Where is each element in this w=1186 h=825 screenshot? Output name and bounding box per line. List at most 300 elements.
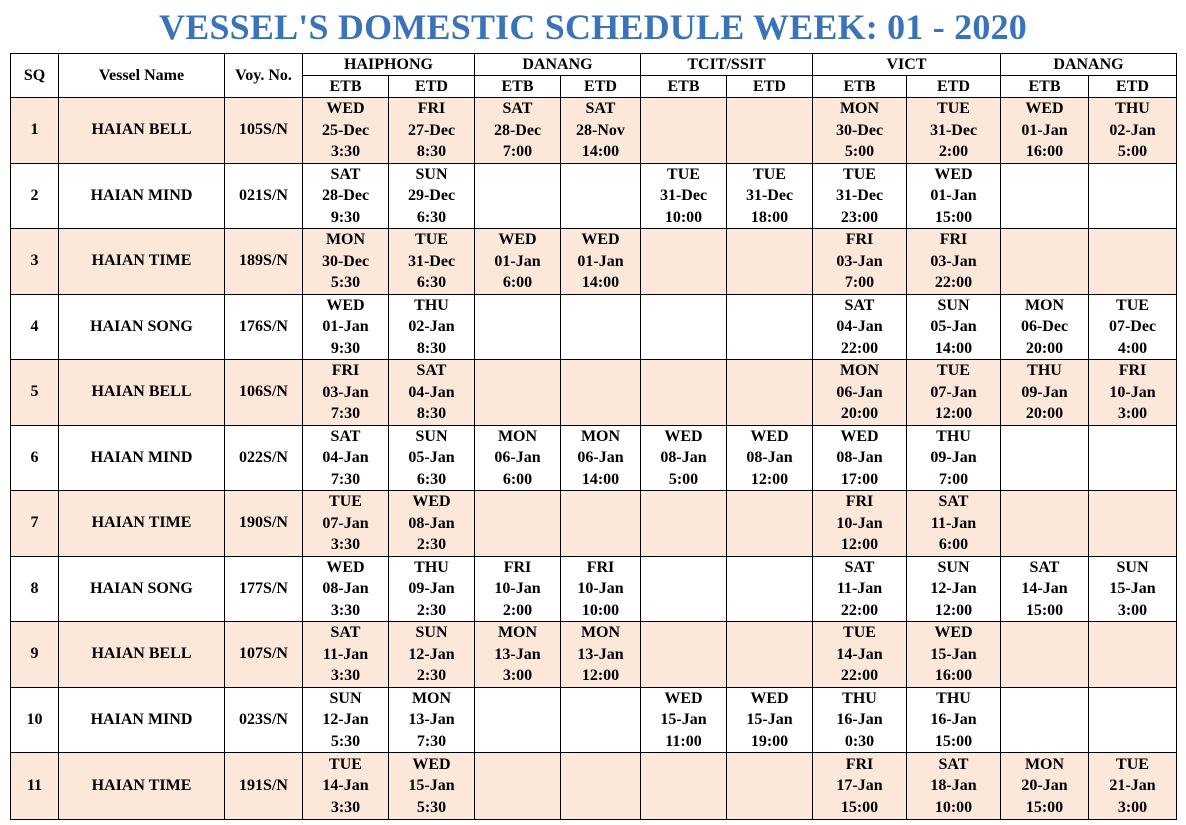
schedule-cell-date: 31-Dec xyxy=(929,121,978,139)
schedule-cell xyxy=(907,687,1001,753)
schedule-cell xyxy=(475,622,561,688)
schedule-cell-time: 6:00 xyxy=(502,274,533,291)
schedule-cell xyxy=(1001,687,1089,753)
schedule-cell xyxy=(389,556,475,622)
schedule-cell xyxy=(303,491,389,557)
schedule-cell-date: 15-Jan xyxy=(930,645,977,663)
schedule-cell xyxy=(389,98,475,164)
schedule-cell xyxy=(1001,163,1089,229)
schedule-cell-date: 05-Jan xyxy=(930,318,977,335)
schedule-cell-time: 3:30 xyxy=(330,143,361,160)
schedule-cell-day: WED xyxy=(664,427,703,445)
schedule-cell-date: 09-Jan xyxy=(408,580,455,597)
row-sq: 9 xyxy=(11,622,59,688)
schedule-cell-date: 15-Jan xyxy=(1109,580,1156,597)
table-row xyxy=(11,753,1177,820)
table-row xyxy=(11,360,1177,426)
schedule-cell-time: 12:00 xyxy=(934,405,973,422)
schedule-cell xyxy=(813,687,907,753)
schedule-cell-time: 3:00 xyxy=(502,667,533,684)
row-vessel-name: HAIAN MIND xyxy=(59,163,225,229)
schedule-cell-day: MON xyxy=(839,362,880,379)
schedule-cell xyxy=(303,622,389,688)
schedule-cell-time: 3:00 xyxy=(1117,798,1148,816)
schedule-cell-day: SAT xyxy=(938,493,969,510)
schedule-cell xyxy=(727,98,813,164)
schedule-cell xyxy=(641,98,727,164)
schedule-cell-date: 13-Jan xyxy=(408,711,455,728)
schedule-cell xyxy=(303,556,389,622)
table-row xyxy=(11,687,1177,753)
row-vessel-name: HAIAN MIND xyxy=(59,687,225,753)
schedule-cell-date: 21-Jan xyxy=(1109,777,1156,795)
row-sq: 10 xyxy=(11,687,59,753)
row-sq: 7 xyxy=(11,491,59,557)
schedule-cell-day: SUN xyxy=(415,624,448,641)
row-voy-no: 105S/N xyxy=(225,98,303,164)
schedule-cell-date: 18-Jan xyxy=(930,777,977,795)
schedule-cell xyxy=(813,425,907,491)
table-row xyxy=(11,556,1177,622)
schedule-cell xyxy=(475,98,561,164)
schedule-cell-day: SAT xyxy=(330,624,361,641)
schedule-cell-date: 12-Jan xyxy=(322,711,369,728)
schedule-cell-date: 14-Jan xyxy=(322,777,369,795)
schedule-cell-time: 5:30 xyxy=(416,798,447,816)
schedule-cell xyxy=(1089,360,1177,426)
header-etd: ETD xyxy=(389,76,475,98)
schedule-cell-date: 04-Jan xyxy=(836,318,883,335)
schedule-cell-date: 07-Jan xyxy=(322,514,369,532)
schedule-cell-day: FRI xyxy=(845,755,874,773)
schedule-cell-date: 08-Jan xyxy=(660,449,707,466)
schedule-cell-day: THU xyxy=(414,296,449,314)
schedule-cell-date: 11-Jan xyxy=(930,514,977,532)
schedule-cell-time: 15:00 xyxy=(1025,601,1064,619)
schedule-cell-time: 3:30 xyxy=(330,536,361,553)
schedule-cell xyxy=(641,294,727,360)
schedule-cell-date: 15-Jan xyxy=(660,711,707,728)
table-row xyxy=(11,163,1177,229)
schedule-cell xyxy=(561,360,641,426)
schedule-cell-day: THU xyxy=(842,689,877,707)
table-row xyxy=(11,98,1177,164)
row-vessel-name: HAIAN BELL xyxy=(59,98,225,164)
schedule-cell-day: TUE xyxy=(843,624,876,641)
schedule-cell xyxy=(389,622,475,688)
schedule-cell xyxy=(1089,163,1177,229)
schedule-cell-day: SUN xyxy=(937,296,970,314)
schedule-cell-date: 29-Dec xyxy=(407,187,456,204)
schedule-cell-time: 5:00 xyxy=(844,143,875,160)
header-etb: ETB xyxy=(1001,76,1089,98)
schedule-cell-date: 11-Jan xyxy=(322,645,369,663)
schedule-cell-time: 15:00 xyxy=(840,798,879,816)
schedule-cell-day: FRI xyxy=(939,231,968,248)
schedule-cell-time: 17:00 xyxy=(840,470,879,488)
row-voy-no: 177S/N xyxy=(225,556,303,622)
schedule-cell xyxy=(561,491,641,557)
schedule-cell-day: TUE xyxy=(329,493,362,510)
row-voy-no: 189S/N xyxy=(225,229,303,295)
schedule-cell-day: THU xyxy=(414,558,449,576)
schedule-cell-day: SUN xyxy=(1116,558,1149,576)
schedule-cell xyxy=(813,556,907,622)
schedule-cell-day: MON xyxy=(325,231,366,248)
schedule-cell-day: FRI xyxy=(586,558,615,576)
schedule-cell xyxy=(907,556,1001,622)
header-port-danang-2: DANANG xyxy=(1001,54,1177,76)
schedule-cell xyxy=(813,753,907,820)
schedule-cell-date: 02-Jan xyxy=(1109,121,1156,139)
schedule-cell-time: 7:30 xyxy=(330,405,361,422)
schedule-cell-time: 7:30 xyxy=(330,470,361,488)
table-row xyxy=(11,229,1177,295)
schedule-cell xyxy=(1001,229,1089,295)
schedule-cell-day: WED xyxy=(581,231,620,248)
schedule-cell-day: TUE xyxy=(937,100,970,117)
header-etb: ETB xyxy=(813,76,907,98)
schedule-cell xyxy=(641,622,727,688)
header-etb: ETB xyxy=(475,76,561,98)
schedule-cell xyxy=(1001,294,1089,360)
schedule-cell-day: MON xyxy=(497,624,538,641)
schedule-cell xyxy=(389,425,475,491)
schedule-cell-day: WED xyxy=(412,755,451,773)
table-row xyxy=(11,294,1177,360)
schedule-cell-time: 7:00 xyxy=(938,470,969,488)
schedule-cell-day: WED xyxy=(412,493,451,510)
row-vessel-name: HAIAN BELL xyxy=(59,622,225,688)
schedule-cell-date: 16-Jan xyxy=(930,711,977,728)
schedule-cell-day: SUN xyxy=(415,165,448,183)
schedule-cell-time: 2:30 xyxy=(416,601,447,619)
schedule-cell-date: 17-Jan xyxy=(836,777,883,795)
schedule-cell xyxy=(561,687,641,753)
schedule-cell xyxy=(303,425,389,491)
schedule-cell-time: 7:00 xyxy=(502,143,533,160)
schedule-cell-time: 14:00 xyxy=(581,274,620,291)
schedule-cell-date: 14-Jan xyxy=(836,645,883,663)
schedule-cell-day: FRI xyxy=(331,362,360,379)
schedule-cell xyxy=(475,360,561,426)
row-vessel-name: HAIAN SONG xyxy=(59,294,225,360)
schedule-cell-date: 31-Dec xyxy=(745,187,794,204)
schedule-cell xyxy=(907,229,1001,295)
schedule-cell-date: 01-Jan xyxy=(577,252,624,270)
schedule-cell xyxy=(1089,491,1177,557)
schedule-cell-time: 3:00 xyxy=(1117,405,1148,422)
table-row xyxy=(11,491,1177,557)
schedule-cell-date: 07-Dec xyxy=(1108,318,1157,335)
schedule-cell-day: TUE xyxy=(329,755,362,773)
schedule-cell xyxy=(1089,425,1177,491)
schedule-cell-day: FRI xyxy=(1118,362,1147,379)
page-title: VESSEL'S DOMESTIC SCHEDULE WEEK: 01 - 2020 xyxy=(159,7,1027,47)
header-etd: ETD xyxy=(1089,76,1177,98)
schedule-cell-date: 28-Dec xyxy=(321,187,370,204)
schedule-cell-date: 06-Dec xyxy=(1020,318,1069,335)
schedule-body xyxy=(11,98,1177,820)
schedule-cell-date: 08-Jan xyxy=(746,449,793,466)
schedule-cell-time: 22:00 xyxy=(934,274,973,291)
header-etd: ETD xyxy=(907,76,1001,98)
schedule-cell-day: SUN xyxy=(329,689,362,707)
schedule-cell xyxy=(1001,491,1089,557)
schedule-cell-date: 16-Jan xyxy=(836,711,883,728)
schedule-cell xyxy=(641,753,727,820)
schedule-cell xyxy=(727,163,813,229)
schedule-cell-date: 13-Jan xyxy=(577,645,624,663)
row-vessel-name: HAIAN BELL xyxy=(59,360,225,426)
schedule-cell-day: SAT xyxy=(330,165,361,183)
schedule-cell xyxy=(907,622,1001,688)
schedule-cell-time: 5:00 xyxy=(668,470,699,488)
schedule-cell xyxy=(907,491,1001,557)
schedule-cell-time: 7:00 xyxy=(844,274,875,291)
schedule-cell xyxy=(1001,753,1089,820)
schedule-cell-date: 31-Dec xyxy=(659,187,708,204)
schedule-cell-date: 12-Jan xyxy=(930,580,977,597)
schedule-cell xyxy=(561,98,641,164)
schedule-cell-day: MON xyxy=(497,427,538,445)
schedule-cell-date: 09-Jan xyxy=(1021,383,1068,401)
schedule-cell-time: 9:30 xyxy=(330,339,361,357)
schedule-cell-day: TUE xyxy=(1116,296,1149,314)
schedule-cell-date: 01-Jan xyxy=(494,252,541,270)
schedule-cell xyxy=(1001,556,1089,622)
schedule-cell xyxy=(813,294,907,360)
schedule-cell-day: WED xyxy=(934,165,973,183)
schedule-cell-time: 7:30 xyxy=(416,732,447,750)
header-port-vict: VICT xyxy=(813,54,1001,76)
schedule-cell-day: SAT xyxy=(330,427,361,445)
header-etd: ETD xyxy=(561,76,641,98)
schedule-cell-time: 22:00 xyxy=(840,339,879,357)
schedule-cell xyxy=(813,360,907,426)
schedule-cell-time: 10:00 xyxy=(934,798,973,816)
schedule-cell xyxy=(727,687,813,753)
schedule-cell-day: SAT xyxy=(585,100,616,117)
schedule-cell-time: 14:00 xyxy=(581,470,620,488)
schedule-cell xyxy=(813,163,907,229)
schedule-cell-time: 20:00 xyxy=(1025,339,1064,357)
schedule-cell-time: 2:30 xyxy=(416,667,447,684)
schedule-cell xyxy=(641,360,727,426)
schedule-cell-day: SAT xyxy=(1029,558,1060,576)
schedule-cell xyxy=(907,98,1001,164)
schedule-cell xyxy=(303,98,389,164)
schedule-cell-day: TUE xyxy=(1116,755,1149,773)
schedule-cell-time: 3:30 xyxy=(330,667,361,684)
schedule-cell-day: FRI xyxy=(503,558,532,576)
schedule-cell xyxy=(303,294,389,360)
schedule-cell-time: 15:00 xyxy=(934,208,973,226)
schedule-cell-date: 04-Jan xyxy=(322,449,369,466)
schedule-cell-date: 31-Dec xyxy=(407,252,456,270)
schedule-cell-day: MON xyxy=(839,100,880,117)
schedule-cell xyxy=(641,425,727,491)
schedule-cell xyxy=(389,753,475,820)
schedule-cell xyxy=(727,229,813,295)
schedule-cell-time: 16:00 xyxy=(934,667,973,684)
schedule-cell xyxy=(561,753,641,820)
schedule-cell-time: 9:30 xyxy=(330,208,361,226)
header-voy-no: Voy. No. xyxy=(225,54,303,98)
schedule-cell xyxy=(727,753,813,820)
row-sq: 1 xyxy=(11,98,59,164)
schedule-cell-day: MON xyxy=(580,624,621,641)
row-vessel-name: HAIAN MIND xyxy=(59,425,225,491)
schedule-cell-time: 15:00 xyxy=(1025,798,1064,816)
schedule-cell xyxy=(561,229,641,295)
schedule-cell-day: WED xyxy=(934,624,973,641)
schedule-cell xyxy=(389,491,475,557)
schedule-cell-date: 13-Jan xyxy=(494,645,541,663)
schedule-cell-day: SAT xyxy=(502,100,533,117)
schedule-cell-day: THU xyxy=(1027,362,1062,379)
schedule-cell-date: 01-Jan xyxy=(1021,121,1068,139)
schedule-cell xyxy=(389,360,475,426)
header-etb: ETB xyxy=(641,76,727,98)
row-sq: 3 xyxy=(11,229,59,295)
schedule-cell-time: 3:30 xyxy=(330,601,361,619)
row-voy-no: 022S/N xyxy=(225,425,303,491)
schedule-cell-date: 10-Jan xyxy=(494,580,541,597)
schedule-cell-date: 28-Dec xyxy=(493,121,542,139)
schedule-cell-time: 22:00 xyxy=(840,667,879,684)
schedule-cell xyxy=(1001,360,1089,426)
schedule-cell-time: 6:00 xyxy=(938,536,969,553)
schedule-cell-day: WED xyxy=(326,296,365,314)
schedule-cell-date: 04-Jan xyxy=(408,383,455,401)
schedule-cell xyxy=(1089,294,1177,360)
schedule-cell-date: 15-Jan xyxy=(746,711,793,728)
row-vessel-name: HAIAN TIME xyxy=(59,753,225,820)
schedule-cell xyxy=(727,425,813,491)
schedule-cell-day: WED xyxy=(750,689,789,707)
schedule-cell-date: 30-Dec xyxy=(321,252,370,270)
schedule-cell-day: SAT xyxy=(844,558,875,576)
schedule-cell-day: WED xyxy=(840,427,879,445)
schedule-cell-day: THU xyxy=(936,427,971,445)
schedule-cell-day: WED xyxy=(326,558,365,576)
schedule-cell xyxy=(561,294,641,360)
schedule-cell xyxy=(389,687,475,753)
schedule-cell-date: 05-Jan xyxy=(408,449,455,466)
row-voy-no: 176S/N xyxy=(225,294,303,360)
schedule-cell-day: WED xyxy=(664,689,703,707)
schedule-cell-time: 12:00 xyxy=(840,536,879,553)
schedule-cell-day: WED xyxy=(326,100,365,117)
schedule-cell xyxy=(1089,229,1177,295)
schedule-cell-day: WED xyxy=(498,231,537,248)
schedule-cell xyxy=(727,491,813,557)
row-voy-no: 191S/N xyxy=(225,753,303,820)
schedule-cell xyxy=(1089,556,1177,622)
schedule-cell-day: TUE xyxy=(415,231,448,248)
schedule-cell-day: SAT xyxy=(844,296,875,314)
schedule-cell xyxy=(641,491,727,557)
schedule-cell xyxy=(813,491,907,557)
schedule-cell-date: 30-Dec xyxy=(835,121,884,139)
schedule-table xyxy=(10,53,1177,820)
schedule-cell-day: MON xyxy=(1024,755,1065,773)
schedule-cell-date: 07-Jan xyxy=(930,383,977,401)
header-etb: ETB xyxy=(303,76,389,98)
schedule-cell xyxy=(475,753,561,820)
schedule-cell-time: 6:30 xyxy=(416,274,447,291)
schedule-cell-day: FRI xyxy=(417,100,446,117)
schedule-cell-time: 10:00 xyxy=(664,208,703,226)
schedule-cell-date: 20-Jan xyxy=(1021,777,1068,795)
row-sq: 11 xyxy=(11,753,59,820)
schedule-cell xyxy=(907,360,1001,426)
schedule-cell xyxy=(1089,98,1177,164)
schedule-cell-time: 15:00 xyxy=(934,732,973,750)
table-row xyxy=(11,425,1177,491)
schedule-cell-date: 06-Jan xyxy=(836,383,883,401)
schedule-cell xyxy=(1089,622,1177,688)
schedule-cell xyxy=(727,556,813,622)
schedule-cell-time: 20:00 xyxy=(840,405,879,422)
schedule-cell xyxy=(907,163,1001,229)
schedule-cell xyxy=(1089,687,1177,753)
schedule-cell-time: 19:00 xyxy=(750,732,789,750)
schedule-cell xyxy=(561,622,641,688)
row-vessel-name: HAIAN TIME xyxy=(59,491,225,557)
header-sq: SQ xyxy=(11,54,59,98)
schedule-cell-time: 18:00 xyxy=(750,208,789,226)
schedule-cell-date: 10-Jan xyxy=(1109,383,1156,401)
row-voy-no: 021S/N xyxy=(225,163,303,229)
schedule-cell xyxy=(1001,98,1089,164)
schedule-cell-time: 6:30 xyxy=(416,470,447,488)
schedule-cell-time: 16:00 xyxy=(1025,143,1064,160)
schedule-cell xyxy=(475,294,561,360)
row-sq: 2 xyxy=(11,163,59,229)
schedule-cell-day: MON xyxy=(411,689,452,707)
schedule-cell xyxy=(907,425,1001,491)
schedule-cell xyxy=(303,360,389,426)
schedule-cell-time: 6:30 xyxy=(416,208,447,226)
schedule-cell-date: 03-Jan xyxy=(930,252,977,270)
schedule-cell xyxy=(389,229,475,295)
schedule-cell-day: SUN xyxy=(937,558,970,576)
schedule-cell-date: 10-Jan xyxy=(836,514,883,532)
schedule-cell-day: THU xyxy=(1115,100,1150,117)
schedule-cell xyxy=(303,753,389,820)
schedule-cell-date: 11-Jan xyxy=(836,580,883,597)
schedule-cell-day: THU xyxy=(936,689,971,707)
header-port-tcit-ssit: TCIT/SSIT xyxy=(641,54,813,76)
schedule-cell xyxy=(641,163,727,229)
schedule-cell xyxy=(561,163,641,229)
schedule-cell xyxy=(1001,425,1089,491)
schedule-cell-day: FRI xyxy=(845,231,874,248)
schedule-cell-day: SAT xyxy=(938,755,969,773)
row-sq: 5 xyxy=(11,360,59,426)
schedule-cell-date: 06-Jan xyxy=(577,449,624,466)
schedule-cell-day: SAT xyxy=(416,362,447,379)
schedule-cell xyxy=(475,425,561,491)
row-sq: 4 xyxy=(11,294,59,360)
schedule-cell xyxy=(303,687,389,753)
schedule-cell-time: 10:00 xyxy=(581,601,620,619)
schedule-cell-time: 3:30 xyxy=(330,798,361,816)
schedule-cell xyxy=(727,294,813,360)
schedule-cell xyxy=(641,556,727,622)
